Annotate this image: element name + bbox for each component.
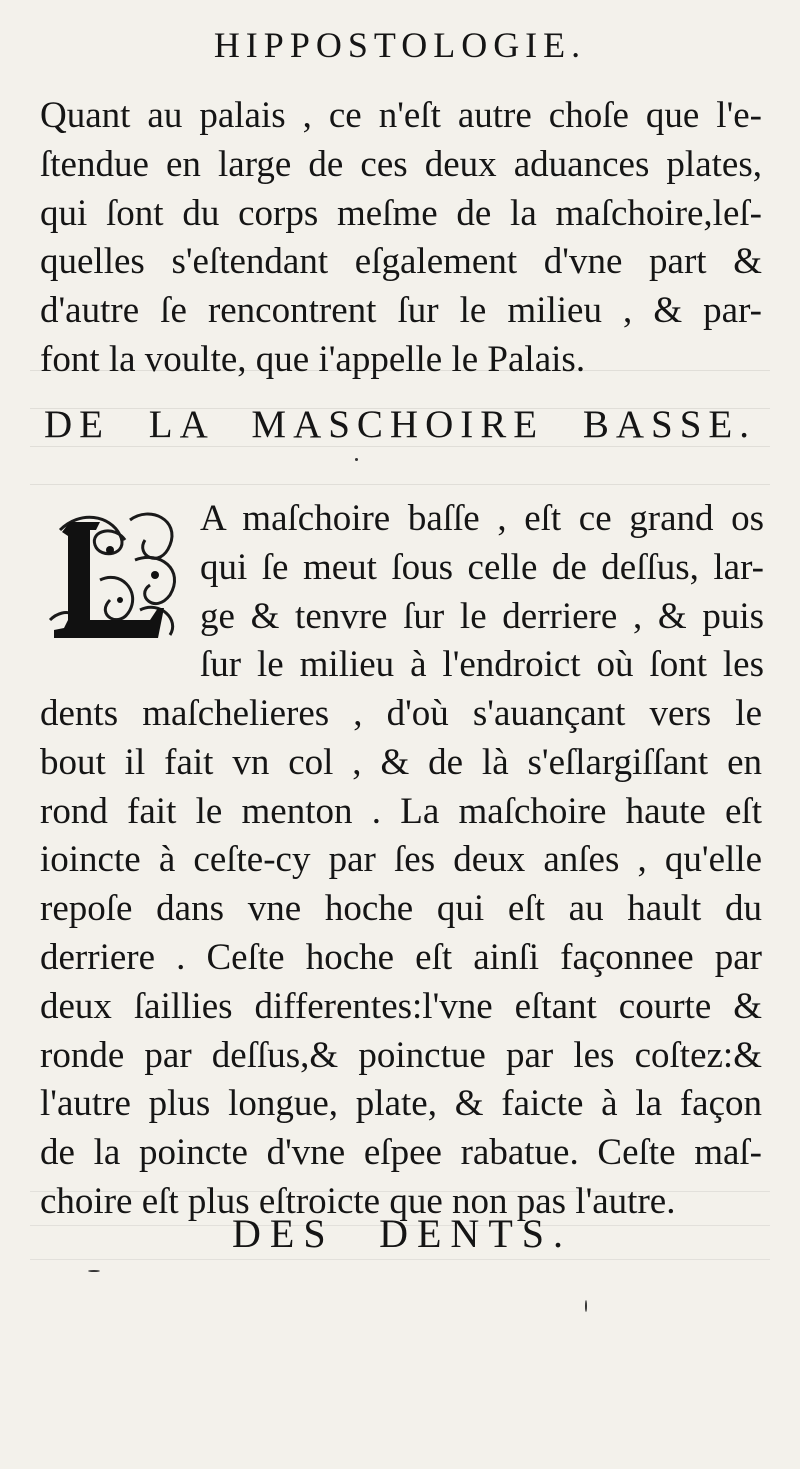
text-line: de la poincte d'vne eſpee rabatue. Ceſte maſ-: [40, 1132, 762, 1174]
text-line: deux ſaillies differentes:l'vne eſtant courte &: [40, 985, 762, 1027]
paragraph-palais: [40, 92, 762, 385]
section-heading: DE LA MASCHOIRE BASSE.: [44, 403, 756, 446]
text-line: bout il fait vn col , & de là s'eſlargiſſant en: [40, 741, 762, 783]
text-line: d'autre ſe rencontrent ſur le milieu , & par-: [40, 290, 762, 332]
text-line: ſur le milieu à l'endroict où ſont les: [200, 644, 764, 686]
text-line: l'autre plus longue, plate, & faicte à la façon: [40, 1083, 762, 1125]
ink-speck: [355, 458, 358, 461]
ink-speck: [585, 1300, 587, 1312]
text-line: choire eſt plus eſtroicte que non pas l'autre.: [40, 1180, 676, 1222]
text-line: A maſchoire baſſe , eſt ce grand os: [200, 498, 764, 539]
text-line: rond fait le menton . La maſchoire haute eſt: [40, 790, 762, 832]
text-line: Quant au palais , ce n'eſt autre choſe que l'e-: [40, 95, 762, 136]
text-line: ge & tenvre ſur le derriere , & puis: [200, 595, 764, 637]
text-line: ronde par deſſus,& poinctue par les coſtez:&: [40, 1034, 762, 1076]
text-line: repoſe dans vne hoche qui eſt au hault du: [40, 888, 762, 930]
text-line: quelles s'eſtendant eſgalement d'vne part &: [40, 241, 762, 283]
text-line: ſtendue en large de ces deux aduances plates,: [40, 143, 762, 185]
running-head: HIPPOSTOLOGIE.: [213, 25, 587, 65]
text-line: font la voulte, que i'appelle le Palais.: [40, 338, 586, 380]
paragraph-maschoire: [40, 690, 762, 1227]
ink-speck: [88, 1270, 100, 1272]
text-line: derriere . Ceſte hoche eſt ainſi façonnee par: [40, 936, 762, 978]
text-line: qui ſe meut ſous celle de deſſus, lar-: [200, 546, 764, 588]
section-heading: DES DENTS.: [232, 1211, 572, 1256]
paragraph-maschoire-indented: [200, 495, 764, 690]
text-line: qui ſont du corps meſme de la maſchoire,leſ-: [40, 192, 762, 234]
text-line: dents maſchelieres , d'où s'auançant vers le: [40, 693, 762, 734]
ornamental-initial-icon: [40, 500, 190, 650]
text-line: ioincte à ceſte-cy par ſes deux anſes , qu'elle: [40, 839, 762, 881]
